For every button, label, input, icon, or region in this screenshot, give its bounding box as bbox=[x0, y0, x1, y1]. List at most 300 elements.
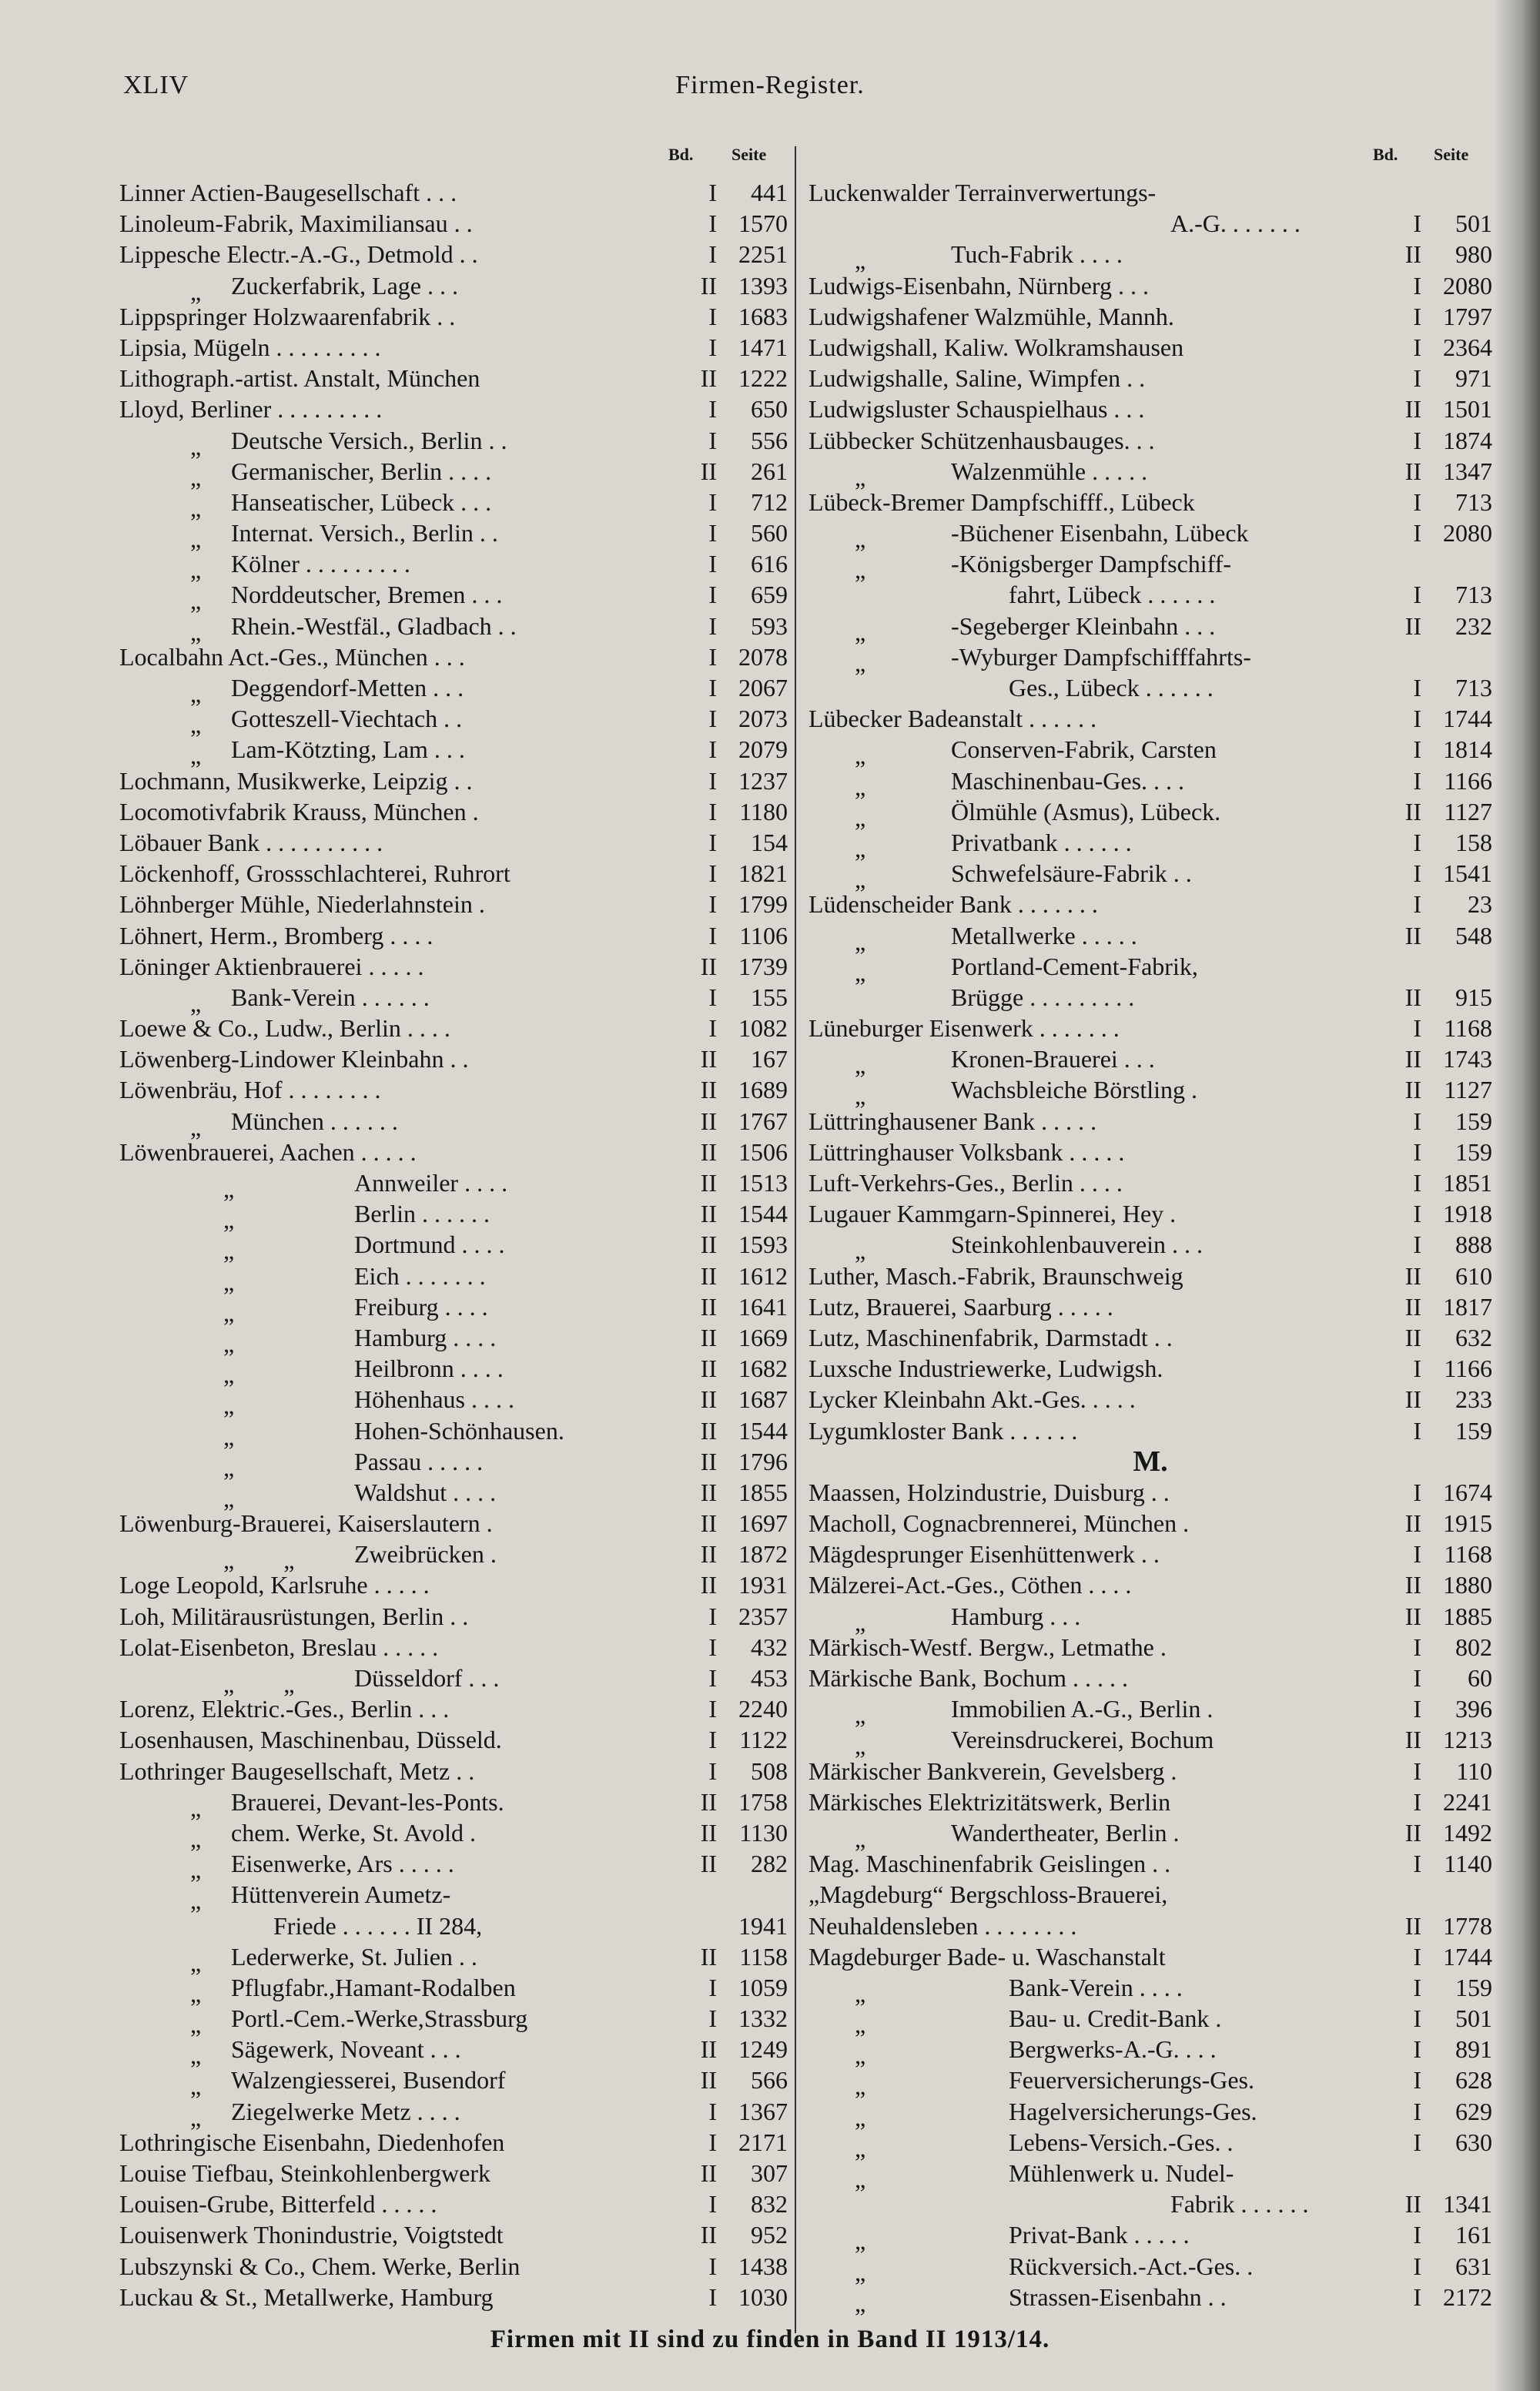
entry-band: I bbox=[1413, 1231, 1421, 1259]
entry-name: Loewe & Co., Ludw., Berlin . . . . bbox=[119, 1014, 450, 1043]
entry-page: 2078 bbox=[738, 642, 788, 671]
entry-name: Luft-Verkehrs-Ges., Berlin . . . . bbox=[808, 1169, 1123, 1197]
entry-page: 1674 bbox=[1443, 1478, 1492, 1506]
ditto-mark: „ bbox=[855, 1824, 866, 1853]
entry-band: II bbox=[1404, 1818, 1421, 1847]
entry-page: 971 bbox=[1455, 364, 1492, 393]
register-entry bbox=[808, 1384, 1492, 1415]
ditto-mark: „ bbox=[223, 1361, 235, 1389]
entry-page: 1367 bbox=[738, 2097, 788, 2125]
entry-page: 1237 bbox=[738, 766, 788, 795]
entry-name: Metallwerke . . . . . bbox=[951, 921, 1137, 949]
register-entry bbox=[119, 1322, 788, 1358]
entry-name: „Magdeburg“ Bergschloss-Brauerei, bbox=[808, 1880, 1168, 1909]
entry-band: II bbox=[700, 1200, 717, 1228]
register-entry bbox=[808, 301, 1492, 332]
entry-name: Lüttringhauser Volksbank . . . . . bbox=[808, 1137, 1125, 1166]
entry-page: 2073 bbox=[738, 705, 788, 733]
entry-band: II bbox=[700, 1169, 717, 1197]
register-entry bbox=[808, 2188, 1492, 2219]
entry-band: I bbox=[1413, 1169, 1421, 1197]
entry-page: 1874 bbox=[1443, 426, 1492, 454]
entry-page: 1941 bbox=[738, 1911, 788, 1940]
entry-band: I bbox=[1413, 426, 1421, 454]
register-entry bbox=[119, 2188, 788, 2219]
entry-name: Steinkohlenbauverein . . . bbox=[951, 1231, 1204, 1259]
entry-page: 161 bbox=[1455, 2221, 1492, 2249]
register-entry bbox=[119, 1167, 788, 1203]
entry-name: Hagelversicherungs-Ges. bbox=[1009, 2097, 1257, 2125]
ditto-mark: „ bbox=[855, 803, 866, 832]
register-entry bbox=[119, 734, 788, 770]
entry-page: 154 bbox=[751, 828, 788, 856]
register-entry bbox=[119, 2282, 788, 2312]
ditto-mark: „ bbox=[855, 742, 866, 770]
entry-page: 110 bbox=[1456, 1756, 1492, 1785]
register-entry bbox=[119, 1910, 788, 1941]
entry-page: 1683 bbox=[738, 302, 788, 330]
ditto-mark: „ bbox=[223, 1484, 235, 1512]
register-entry bbox=[119, 1508, 788, 1539]
section-heading bbox=[808, 1446, 1492, 1477]
entry-band: I bbox=[708, 797, 717, 825]
entry-band: I bbox=[708, 1014, 717, 1043]
register-entry bbox=[808, 1910, 1492, 1941]
ditto-mark: „ „ bbox=[223, 1546, 295, 1575]
entry-page: 1744 bbox=[1443, 1942, 1492, 1971]
entry-page: 915 bbox=[1455, 983, 1492, 1011]
entry-band: I bbox=[1413, 1107, 1421, 1135]
entry-page: 232 bbox=[1455, 611, 1492, 640]
ditto-mark: „ bbox=[855, 556, 866, 584]
entry-band: I bbox=[1413, 1664, 1421, 1692]
register-entry bbox=[119, 1261, 788, 1296]
register-entry bbox=[119, 1291, 788, 1327]
entry-name: Lippesche Electr.-A.-G., Detmold . . bbox=[119, 240, 478, 269]
register-entry bbox=[119, 2064, 788, 2101]
entry-name: Bau- u. Credit-Bank . bbox=[1009, 2004, 1222, 2033]
register-entry bbox=[119, 1106, 788, 1141]
entry-band: I bbox=[1413, 859, 1421, 888]
entry-name: Losenhausen, Maschinenbau, Düsseld. bbox=[119, 1726, 502, 1754]
entry-band: II bbox=[1404, 1076, 1421, 1104]
entry-page: 23 bbox=[1468, 890, 1492, 919]
ditto-mark: „ bbox=[855, 246, 866, 275]
register-entry bbox=[119, 2096, 788, 2131]
register-entry bbox=[119, 425, 788, 460]
register-entry bbox=[119, 517, 788, 554]
entry-name: Waldshut . . . . bbox=[354, 1478, 497, 1506]
entry-band: I bbox=[1413, 1973, 1421, 2001]
entry-name: Brauerei, Devant-les-Ponts. bbox=[231, 1787, 504, 1816]
entry-band: I bbox=[708, 179, 717, 206]
register-entry bbox=[119, 1013, 788, 1043]
register-entry bbox=[119, 858, 788, 889]
entry-page: 629 bbox=[1455, 2097, 1492, 2125]
register-entry bbox=[119, 1972, 788, 2008]
entry-band: II bbox=[1404, 1323, 1421, 1351]
entry-page: 396 bbox=[1455, 1695, 1492, 1723]
register-entry bbox=[808, 1477, 1492, 1508]
entry-name: Lipsia, Mügeln . . . . . . . . . bbox=[119, 333, 381, 361]
entry-band: I bbox=[1413, 1850, 1421, 1878]
ditto-mark: „ bbox=[855, 2072, 866, 2101]
register-entry bbox=[808, 487, 1492, 517]
entry-page: 453 bbox=[751, 1664, 788, 1692]
entry-name: Germanischer, Berlin . . . . bbox=[231, 457, 492, 485]
entry-name: Portland-Cement-Fabrik, bbox=[951, 952, 1198, 980]
entry-name: Privat-Bank . . . . . bbox=[1009, 2221, 1190, 2249]
register-entry bbox=[119, 951, 788, 982]
register-entry bbox=[808, 1848, 1492, 1879]
register-entry bbox=[808, 1043, 1492, 1080]
register-entry bbox=[808, 672, 1492, 703]
entry-band: II bbox=[1404, 921, 1421, 949]
register-entry bbox=[808, 239, 1492, 275]
ditto-mark: „ bbox=[190, 742, 202, 770]
entry-page: 1249 bbox=[738, 2035, 788, 2064]
entry-name: Neuhaldensleben . . . . . . . . bbox=[808, 1911, 1077, 1940]
entry-name: Löwenbrauerei, Aachen . . . . . bbox=[119, 1137, 417, 1166]
entry-name: Lübecker Badeanstalt . . . . . . bbox=[808, 705, 1097, 733]
entry-name: Lüneburger Eisenwerk . . . . . . . bbox=[808, 1014, 1120, 1043]
entry-page: 2079 bbox=[738, 735, 788, 764]
register-entry bbox=[808, 393, 1492, 424]
entry-name: Deggendorf-Metten . . . bbox=[231, 674, 464, 702]
entry-page: 1341 bbox=[1443, 2190, 1492, 2219]
entry-name: Düsseldorf . . . bbox=[354, 1664, 500, 1692]
ditto-mark: „ bbox=[855, 2103, 866, 2131]
ditto-mark: „ bbox=[190, 1793, 202, 1822]
ditto-mark: „ bbox=[190, 1948, 202, 1977]
register-entry bbox=[119, 1137, 788, 1167]
register-entry bbox=[119, 2127, 788, 2158]
entry-page: 610 bbox=[1455, 1261, 1492, 1290]
entry-name: Lycker Kleinbahn Akt.-Ges. . . . . bbox=[808, 1385, 1136, 1414]
ditto-mark: „ bbox=[223, 1329, 235, 1358]
entry-name: Höhenhaus . . . . bbox=[354, 1385, 514, 1414]
entry-page: 1130 bbox=[739, 1818, 788, 1847]
entry-name: Zuckerfabrik, Lage . . . bbox=[231, 271, 458, 300]
ditto-mark: „ bbox=[190, 587, 202, 615]
ditto-mark: „ bbox=[190, 463, 202, 491]
register-entry bbox=[808, 1539, 1492, 1569]
register-entry bbox=[808, 1353, 1492, 1384]
entry-band: I bbox=[708, 1695, 717, 1723]
entry-band: I bbox=[1413, 2035, 1421, 2064]
register-entry bbox=[119, 2034, 788, 2070]
entry-page: 1544 bbox=[738, 1200, 788, 1228]
entry-page: 1855 bbox=[738, 1478, 788, 1506]
register-entry bbox=[119, 765, 788, 796]
register-entry bbox=[808, 982, 1492, 1013]
entry-name: Rhein.-Westfäl., Gladbach . . bbox=[231, 611, 517, 640]
entry-band: I bbox=[708, 209, 717, 238]
register-entry bbox=[119, 796, 788, 827]
register-entry bbox=[119, 1848, 788, 1884]
page-number: XLIV bbox=[123, 71, 189, 99]
ditto-mark: „ bbox=[855, 525, 866, 554]
entry-name: Löckenhoff, Grossschlachterei, Ruhrort bbox=[119, 859, 511, 888]
entry-band: II bbox=[1404, 1385, 1421, 1414]
entry-name: Tuch-Fabrik . . . . bbox=[951, 240, 1123, 269]
entry-name: Lorenz, Elektric.-Ges., Berlin . . . bbox=[119, 1695, 450, 1723]
register-entry bbox=[119, 1663, 788, 1698]
ditto-mark: „ bbox=[855, 2011, 866, 2039]
ditto-mark: „ bbox=[223, 1206, 235, 1234]
entry-name: Hüttenverein Aumetz- bbox=[231, 1880, 451, 1909]
entry-page: 1492 bbox=[1443, 1818, 1492, 1847]
entry-page: 632 bbox=[1455, 1323, 1492, 1351]
ditto-mark: „ bbox=[223, 1175, 235, 1203]
ditto-mark: „ bbox=[190, 2041, 202, 2070]
ditto-mark: „ bbox=[855, 1051, 866, 1080]
entry-band: I bbox=[708, 1602, 717, 1630]
entry-band: I bbox=[708, 735, 717, 764]
entry-page: 1817 bbox=[1443, 1292, 1492, 1321]
entry-page: 1593 bbox=[738, 1231, 788, 1259]
entry-page: 1697 bbox=[738, 1509, 788, 1538]
entry-band: II bbox=[1404, 1571, 1421, 1599]
entry-page: 1744 bbox=[1443, 705, 1492, 733]
entry-name: Lothringische Eisenbahn, Diedenhofen bbox=[119, 2128, 505, 2156]
entry-band: II bbox=[700, 1137, 717, 1166]
entry-name: Annweiler . . . . bbox=[354, 1169, 508, 1197]
ditto-mark: „ bbox=[190, 1824, 202, 1853]
entry-band: I bbox=[708, 240, 717, 269]
entry-name: Ölmühle (Asmus), Lübeck. bbox=[951, 797, 1221, 825]
entry-name: Kölner . . . . . . . . . bbox=[231, 550, 410, 578]
register-entry bbox=[119, 1384, 788, 1420]
entry-band: I bbox=[1413, 890, 1421, 919]
entry-band: I bbox=[708, 426, 717, 454]
entry-band: I bbox=[708, 766, 717, 795]
entry-page: 2241 bbox=[1443, 1787, 1492, 1816]
entry-band: I bbox=[708, 983, 717, 1011]
entry-name: Märkisches Elektrizitätswerk, Berlin bbox=[808, 1787, 1171, 1816]
entry-name: Lugauer Kammgarn-Spinnerei, Hey . bbox=[808, 1200, 1177, 1228]
entry-page: 888 bbox=[1455, 1231, 1492, 1259]
entry-page: 282 bbox=[751, 1850, 788, 1878]
entry-page: 60 bbox=[1468, 1664, 1492, 1692]
entry-page: 980 bbox=[1455, 240, 1492, 269]
entry-page: 1743 bbox=[1443, 1045, 1492, 1073]
register-entry bbox=[119, 208, 788, 239]
register-entry bbox=[808, 1693, 1492, 1730]
entry-page: 1885 bbox=[1443, 1602, 1492, 1630]
ditto-mark: „ bbox=[855, 1979, 866, 2008]
entry-band: I bbox=[1413, 2004, 1421, 2033]
register-entry bbox=[119, 456, 788, 491]
entry-band: II bbox=[1404, 1261, 1421, 1290]
entry-page: 1570 bbox=[738, 209, 788, 238]
entry-name: Löninger Aktienbrauerei . . . . . bbox=[119, 952, 424, 980]
entry-band: II bbox=[1404, 611, 1421, 640]
entry-name: Freiburg . . . . bbox=[354, 1292, 488, 1321]
register-entry bbox=[808, 611, 1492, 646]
entry-band: I bbox=[1413, 735, 1421, 764]
left-band-header: Bd. bbox=[668, 145, 694, 164]
ditto-mark: „ bbox=[190, 2103, 202, 2131]
entry-name: Localbahn Act.-Ges., München . . . bbox=[119, 642, 465, 671]
entry-page: 2080 bbox=[1443, 271, 1492, 300]
entry-name: Sägewerk, Noveant . . . bbox=[231, 2035, 461, 2064]
entry-page: 1140 bbox=[1444, 1850, 1492, 1878]
register-entry bbox=[119, 1879, 788, 1915]
entry-page: 1682 bbox=[738, 1355, 788, 1383]
entry-page: 1180 bbox=[739, 797, 788, 825]
ditto-mark: „ bbox=[190, 989, 202, 1017]
entry-name: Lübeck-Bremer Dampfschifff., Lübeck bbox=[808, 487, 1195, 516]
register-entry bbox=[119, 1229, 788, 1265]
entry-name: Internat. Versich., Berlin . . bbox=[231, 519, 498, 548]
entry-band: II bbox=[700, 1540, 717, 1569]
register-entry bbox=[119, 548, 788, 584]
entry-band: II bbox=[700, 1787, 717, 1816]
entry-name: Strassen-Eisenbahn . . bbox=[1009, 2282, 1227, 2311]
entry-band: II bbox=[700, 1509, 717, 1538]
entry-band: I bbox=[1413, 1478, 1421, 1506]
register-entry bbox=[808, 951, 1492, 986]
entry-page: 1821 bbox=[738, 859, 788, 888]
entry-band: I bbox=[1413, 1756, 1421, 1785]
ditto-mark: „ bbox=[855, 1237, 866, 1265]
entry-page: 1106 bbox=[739, 921, 788, 949]
entry-band: I bbox=[1413, 364, 1421, 393]
entry-name: chem. Werke, St. Avold . bbox=[231, 1818, 476, 1847]
entry-band: II bbox=[700, 1416, 717, 1445]
section-letter: M. bbox=[1133, 1445, 1168, 1478]
entry-page: 1758 bbox=[738, 1787, 788, 1816]
entry-name: Bank-Verein . . . . bbox=[1009, 1973, 1183, 2001]
entry-page: 159 bbox=[1455, 1107, 1492, 1135]
entry-page: 1166 bbox=[1444, 766, 1492, 795]
entry-name: Lam-Kötzting, Lam . . . bbox=[231, 735, 465, 764]
entry-band: I bbox=[1413, 1137, 1421, 1166]
entry-page: 566 bbox=[751, 2066, 788, 2095]
entry-page: 1347 bbox=[1443, 457, 1492, 485]
entry-name: Lithograph.-artist. Anstalt, München bbox=[119, 364, 480, 393]
entry-name: Friede . . . . . . II 284, bbox=[273, 1911, 483, 1940]
register-entry bbox=[808, 425, 1492, 456]
ditto-mark: „ bbox=[855, 648, 866, 677]
entry-name: Louisenwerk Thonindustrie, Voigtstedt bbox=[119, 2221, 504, 2249]
register-entry bbox=[119, 239, 788, 270]
entry-page: 1915 bbox=[1443, 1509, 1492, 1538]
ditto-mark: „ bbox=[855, 2165, 866, 2193]
entry-page: 1122 bbox=[739, 1726, 788, 1754]
entry-page: 832 bbox=[751, 2190, 788, 2219]
entry-band: II bbox=[1404, 797, 1421, 825]
entry-page: 2171 bbox=[738, 2128, 788, 2156]
entry-band: II bbox=[700, 2159, 717, 2187]
entry-name: Kronen-Brauerei . . . bbox=[951, 1045, 1155, 1073]
right-band-header: Bd. bbox=[1373, 145, 1398, 164]
entry-band: I bbox=[1413, 1014, 1421, 1043]
entry-band: II bbox=[700, 1447, 717, 1475]
entry-band: I bbox=[1413, 2252, 1421, 2280]
ditto-mark: „ bbox=[855, 1732, 866, 1760]
register-entry bbox=[808, 1229, 1492, 1265]
entry-band: I bbox=[708, 581, 717, 609]
entry-name: Löwenburg-Brauerei, Kaiserslautern . bbox=[119, 1509, 493, 1538]
entry-name: Lutz, Maschinenfabrik, Darmstadt . . bbox=[808, 1323, 1173, 1351]
register-entry bbox=[808, 517, 1492, 554]
entry-page: 1393 bbox=[738, 271, 788, 300]
register-entry bbox=[119, 332, 788, 363]
register-entry bbox=[119, 177, 788, 208]
register-entry bbox=[808, 1879, 1492, 1910]
register-entry bbox=[119, 1724, 788, 1755]
ditto-mark: „ bbox=[855, 463, 866, 491]
entry-band: I bbox=[1413, 2066, 1421, 2095]
register-entry bbox=[808, 1508, 1492, 1539]
entry-name: fahrt, Lübeck . . . . . . bbox=[1009, 581, 1216, 609]
entry-name: Lederwerke, St. Julien . . bbox=[231, 1942, 477, 1971]
register-entry bbox=[119, 1539, 788, 1575]
entry-band: I bbox=[708, 2004, 717, 2033]
entry-name: Hamburg . . . . bbox=[354, 1323, 497, 1351]
entry-name: Magdeburger Bade- u. Waschanstalt bbox=[808, 1942, 1166, 1971]
entry-page: 2172 bbox=[1443, 2282, 1492, 2311]
ditto-mark: „ bbox=[855, 618, 866, 646]
entry-band: I bbox=[1413, 1416, 1421, 1445]
register-entry bbox=[808, 579, 1492, 610]
register-entry bbox=[119, 579, 788, 615]
entry-band: I bbox=[1413, 1942, 1421, 1971]
entry-name: -Wyburger Dampfschifffahrts- bbox=[951, 642, 1251, 671]
entry-name: Mag. Maschinenfabrik Geislingen . . bbox=[808, 1850, 1171, 1878]
ditto-mark: „ bbox=[223, 1298, 235, 1327]
register-entry bbox=[119, 2219, 788, 2250]
register-entry bbox=[808, 858, 1492, 894]
register-entry bbox=[119, 672, 788, 708]
entry-page: 1689 bbox=[738, 1076, 788, 1104]
register-entry bbox=[808, 2003, 1492, 2039]
register-entry bbox=[808, 1601, 1492, 1636]
entry-page: 159 bbox=[1455, 1416, 1492, 1445]
entry-band: II bbox=[700, 1323, 717, 1351]
entry-page: 2357 bbox=[738, 1602, 788, 1630]
entry-page: 631 bbox=[1455, 2252, 1492, 2280]
entry-name: Lygumkloster Bank . . . . . . bbox=[808, 1416, 1078, 1445]
entry-page: 307 bbox=[751, 2159, 788, 2187]
entry-page: 1213 bbox=[1443, 1726, 1492, 1754]
entry-name: Eich . . . . . . . bbox=[354, 1261, 486, 1290]
register-entry bbox=[119, 889, 788, 919]
entry-page: 2240 bbox=[738, 1695, 788, 1723]
entry-band: II bbox=[700, 2066, 717, 2095]
entry-page: 1799 bbox=[738, 890, 788, 919]
ditto-mark: „ bbox=[855, 1701, 866, 1730]
entry-name: Schwefelsäure-Fabrik . . bbox=[951, 859, 1192, 888]
entry-name: Bergwerks-A.-G. . . . bbox=[1009, 2035, 1217, 2064]
entry-band: II bbox=[700, 1076, 717, 1104]
entry-page: 1127 bbox=[1444, 797, 1492, 825]
ditto-mark: „ bbox=[190, 556, 202, 584]
register-entry bbox=[119, 2003, 788, 2039]
register-entry bbox=[808, 1632, 1492, 1663]
entry-page: 155 bbox=[751, 983, 788, 1011]
entry-band: II bbox=[700, 1261, 717, 1290]
entry-band: II bbox=[700, 1292, 717, 1321]
entry-page: 712 bbox=[751, 487, 788, 516]
footer-note: Firmen mit II sind zu finden in Band II 1913/14. bbox=[490, 2326, 1050, 2353]
register-entry bbox=[119, 920, 788, 951]
entry-page: 432 bbox=[751, 1633, 788, 1661]
ditto-mark: „ bbox=[190, 1856, 202, 1884]
entry-page: 1501 bbox=[1443, 395, 1492, 424]
